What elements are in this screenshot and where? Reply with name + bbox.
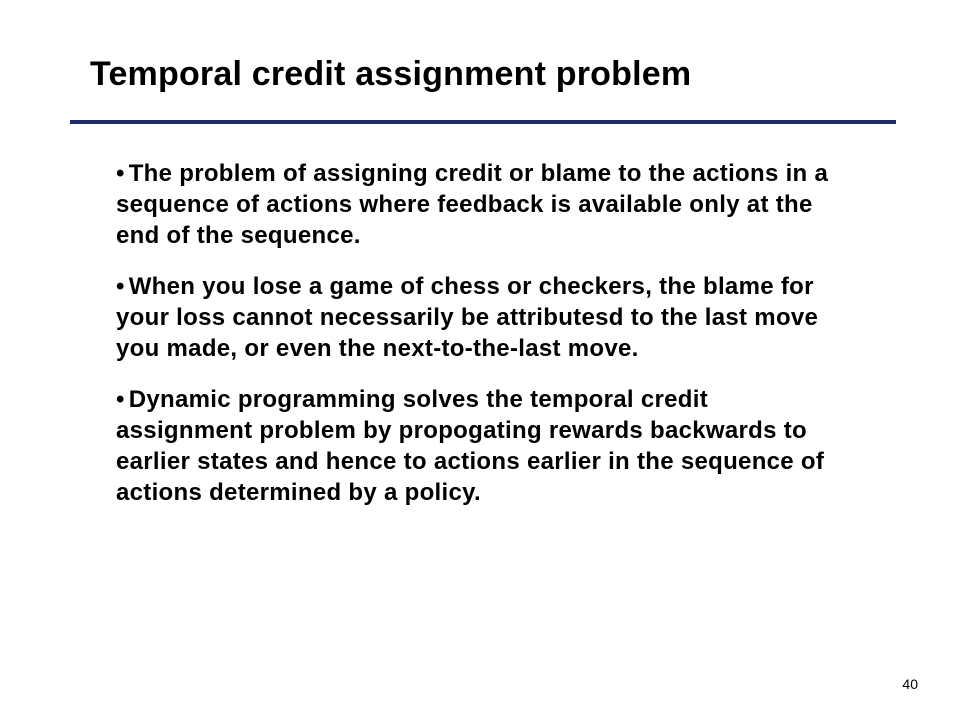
bullet-text: The problem of assigning credit or blame to the actions in a sequence of actions where feedback is available only at the end of the sequence.: [116, 160, 829, 249]
bullet-item: [116, 384, 846, 508]
slide-title: Temporal credit assignment problem: [90, 55, 692, 93]
title-divider: [70, 120, 896, 124]
bullet-list: [116, 158, 846, 528]
page-number: 40: [902, 676, 918, 692]
bullet-dot-icon: •: [116, 160, 125, 187]
bullet-text: When you lose a game of chess or checkers, the blame for your loss cannot necessarily be attributesd to the last move you made, or even the next-to-the-last move.: [116, 273, 819, 362]
bullet-item: [116, 158, 846, 251]
bullet-item: [116, 271, 846, 364]
bullet-dot-icon: •: [116, 386, 125, 413]
bullet-dot-icon: •: [116, 273, 125, 300]
bullet-text: Dynamic programming solves the temporal credit assignment problem by propogating rewards backwards to earlier states and hence to actions earlier in the sequence of actions determined by a policy.: [116, 386, 825, 506]
